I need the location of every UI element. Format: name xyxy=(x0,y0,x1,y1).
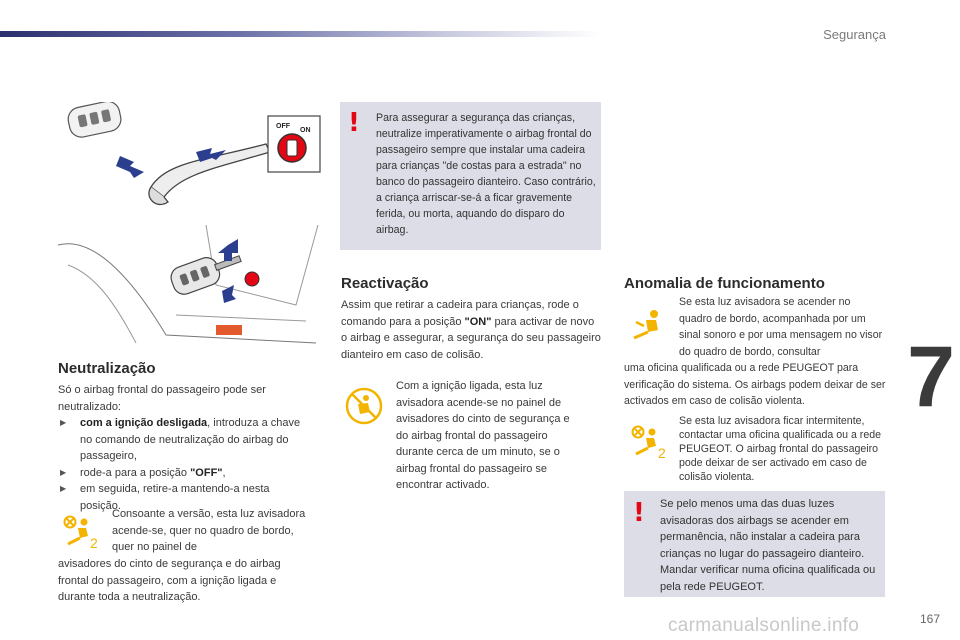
neutralizacao-intro: Só o airbag frontal do passageiro pode ser neutralizado: xyxy=(58,384,266,413)
svg-text:2: 2 xyxy=(90,535,98,550)
neutralizacao-body xyxy=(58,382,310,514)
reactivacao-title: Reactivação xyxy=(341,275,429,292)
airbag-off-icon xyxy=(60,514,100,550)
airbag-off-blink-icon xyxy=(628,424,668,460)
reactivacao-body xyxy=(341,297,603,363)
bullet-step-3: ▶ em seguida, retire-a mantendo-a nesta posição. xyxy=(58,481,310,514)
page-number: 167 xyxy=(919,612,940,626)
airbag-fault-icon xyxy=(628,308,668,344)
reactivacao-post: para activar de novo o airbag e assegurar, a segurança do seu passageiro dianteiro em caso de colisão. xyxy=(341,315,601,361)
warning-top-text: Para assegurar a segurança das crianças, neutralize imperativamente o airbag frontal do passageiro sempre que instalar uma cadeira para crianças "de costas para a estrada" no banco do passageiro dianteiro. Caso contrário, a criança arriscar-se-á a ficar gravemente ferida, ou morta, aquando do disparo do airbag. xyxy=(376,112,596,236)
neutralizacao-title: Neutralização xyxy=(58,360,156,377)
bullet-2-bold: "OFF" xyxy=(190,466,223,479)
switch-on-label: ON xyxy=(300,127,311,134)
bullet-1-bold: com a ignição desligada xyxy=(80,417,208,429)
key-switch-illustration xyxy=(56,102,322,220)
airbag-active-icon xyxy=(344,386,384,426)
glovebox-illustration xyxy=(56,225,322,353)
section-title: Segurança xyxy=(823,27,886,42)
anomalia-note2: Se esta luz avisadora ficar intermitente, contactar uma oficina qualificada ou a rede PEUGEOT. O airbag frontal do passageiro pode deixar de ser activado em caso de colisão violenta. xyxy=(679,415,881,483)
anomalia-note1-bottom: uma oficina qualificada ou a rede PEUGEOT para verificação do sistema. Os airbags podem deixar de ser activados em caso de colisão violenta. xyxy=(624,362,886,407)
warning-excl-icon-bottom: ! xyxy=(633,498,645,528)
chapter-number: 7 xyxy=(902,322,960,432)
anomalia-title: Anomalia de funcionamento xyxy=(624,275,825,292)
switch-off-label: OFF xyxy=(276,123,290,130)
bullet-2-pre: rode-a para a posição xyxy=(80,466,191,479)
bullet-1-rest: , introduza a chave no comando de neutralização do airbag do passageiro, xyxy=(80,417,301,462)
svg-text:2: 2 xyxy=(658,445,666,460)
anomalia-note1-top: Se esta luz avisadora se acender no quadro de bordo, acompanhada por um sinal sonoro e por uma mensagem no visor do quadro de bordo, consultar xyxy=(679,296,883,358)
bullet-2-post: , xyxy=(222,466,226,479)
header-bar xyxy=(0,31,600,37)
watermark: carmanualsonline.info xyxy=(668,615,860,636)
neutralizacao-note-top: Consoante a versão, esta luz avisadora acende-se, quer no quadro de bordo, quer no painel de xyxy=(112,508,306,553)
reactivacao-pre: Assim que retirar a cadeira para crianças, rode o comando para a posição xyxy=(341,299,579,328)
reactivacao-bold: "ON" xyxy=(464,315,492,328)
warning-bottom-text: Se pelo menos uma das duas luzes avisadoras dos airbags se acender em permanência, não instalar a cadeira para crianças no lugar do passageiro dianteiro. Mandar verificar numa oficina qualificada ou pela rede PEUGEOT. xyxy=(660,498,876,593)
warning-excl-icon: ! xyxy=(348,108,360,138)
reactivacao-note: Com a ignição ligada, esta luz avisadora acende-se no painel de avisadores do cinto de segurança e do airbag frontal do passageiro durante cerca de um minuto, se o airbag frontal do passageiro se encontrar activado. xyxy=(396,380,570,491)
bullet-step-2 xyxy=(58,465,310,482)
neutralizacao-note-bottom: avisadores do cinto de segurança e do airbag frontal do passageiro, com a ignição ligada e durante toda a neutralização. xyxy=(58,558,281,603)
bullet-step-1 xyxy=(58,415,310,465)
